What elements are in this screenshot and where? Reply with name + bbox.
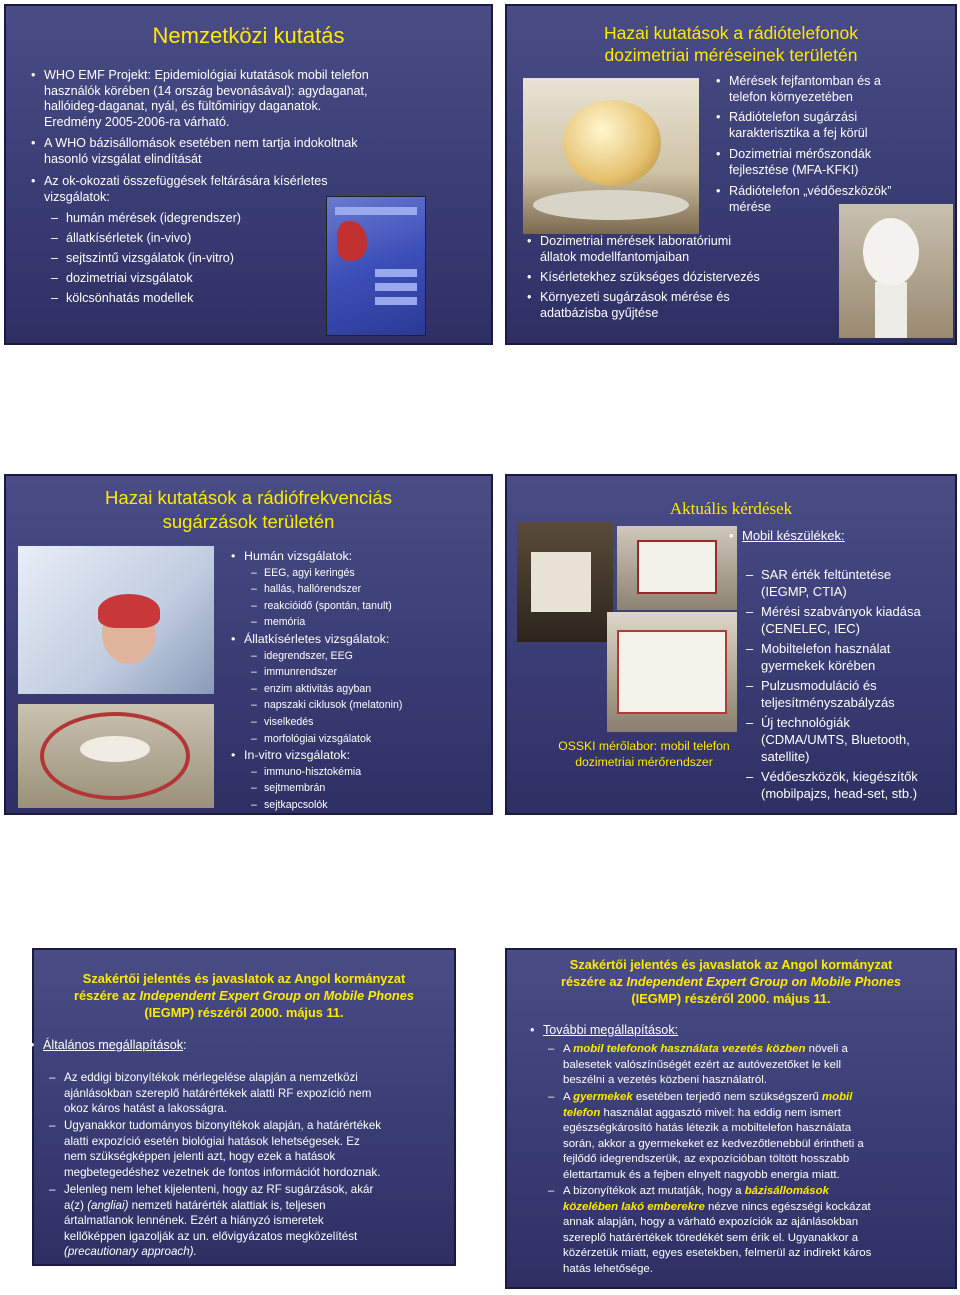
list-sub-item: – napszaki ciklusok (melatonin)	[251, 699, 403, 712]
bullet-altalanos-megallapitasok: • Általános megállapítások:	[30, 1038, 187, 1052]
lab-caption: OSSKI mérőlabor: mobil telefon dozimetriai mérőrendszer	[558, 739, 730, 769]
slide-iegmp-altalanos	[32, 948, 456, 1266]
list-sub-item: – sejtmembrán	[251, 782, 326, 795]
sub-sar: – SAR érték feltüntetése (IEGMP, CTIA)	[746, 567, 892, 599]
bullet-fejfantom: • Mérések fejfantomban és a telefon környezetében	[716, 74, 881, 104]
bullet-ok-okozati: • Az ok-okozati összefüggések feltárására kísérletes vizsgálatok:	[31, 174, 328, 204]
sub-a3: – A bizonyítékok azt mutatják, hogy a bázisállomások közelében lakó emberekre nézve nincs egészségi kockázat annak alapján, hogy a várható expozíciók az ajánlásokban szereplő határértékek töredékét sem érik el. Ugyanakkor a közérzetük miatt, egyes esetekben, felmerül az indirekt káros hatás lehetősége.	[548, 1185, 872, 1275]
slide-radiofrekvencias-kutatasok	[4, 474, 493, 815]
list-sub-item: – hallás, hallórendszer	[251, 583, 362, 596]
list-sub-item: – morfológiai vizsgálatok	[251, 732, 372, 745]
slide-dozimetriai-meresek	[505, 4, 957, 345]
sub-p3: – Jelenleg nem lehet kijelenteni, hogy az RF sugárzások, akár a(z) (angliai) nemzeti határérték alattiak is, teljesen ártalmatlanok lennének. Ezért a hiányzó ismeretek kellőképpen igazolják az un. elővigyázatos megközelítést (precautionary approach).	[49, 1183, 374, 1258]
slide-title: Aktuális kérdések	[669, 499, 793, 518]
slide-title: Hazai kutatások a rádiófrekvenciás sugárzások területén	[105, 487, 392, 532]
list-sub-item: – immunrendszer	[251, 666, 338, 679]
sub-pulzusmodulacio: – Pulzusmoduláció és teljesítményszabályzás	[746, 678, 895, 710]
bullet-laboratoriumi-allatok: • Dozimetriai mérések laboratóriumi állatok modellfantomjaiban	[527, 234, 732, 264]
lab-photo-1	[517, 522, 613, 642]
list-sub-item: – immuno-hisztokémia	[251, 765, 362, 778]
bullet-dot-icon: •	[31, 174, 36, 188]
bullet-dot-icon: •	[31, 68, 36, 82]
bullet-sugarzasi-karakterisztika: • Rádiótelefon sugárzási karakterisztika a fej körül	[716, 110, 868, 140]
bullet-merszondak: • Dozimetriai mérőszondák fejlesztése (MFA-KFKI)	[716, 147, 872, 177]
head-phantom-image	[523, 78, 699, 234]
slide-title: Szakértői jelentés és javaslatok az Angol kormányzat részére az Independent Expert Group on Mobile Phones (IEGMP) részéről 2000. május 11.	[74, 971, 414, 1020]
sub-item: – kölcsönhatás modellek	[51, 291, 194, 305]
sub-gyermekek: – Mobiltelefon használat gyermekek körében	[746, 641, 891, 673]
list-bullet: • Humán vizsgálatok:	[231, 549, 353, 563]
animal-experiment-image	[18, 704, 214, 808]
mannequin-measurement-image	[839, 204, 953, 338]
list-bullet: • In-vitro vizsgálatok:	[231, 748, 351, 763]
list-sub-item: – idegrendszer, EEG	[251, 649, 353, 662]
sub-p2: – Ugyanakkor tudományos bizonyítékok alapján, a határértékek alatti expozíció esetén biológiai hatások lehetségesek. Ez nem szükségképpen jelenti azt, hogy ezek a hatások megbetegedéshez vezetnek de fontos információt hordoznak.	[49, 1119, 382, 1179]
slide-title: Szakértői jelentés és javaslatok az Angol kormányzat részére az Independent Expert Group on Mobile Phones (IEGMP) részéről 2000. május 11.	[561, 957, 901, 1006]
sub-a2: – A gyermekek esetében terjedő nem szükségszerű mobil telefon használat aggasztó mivel: ha eddig nem ismert egészségkárosító hatás létezik a mobiltelefon használata során, akkor a gyermekeket ez kedvezőtlenebbül érintheti a fejlődő idegrendszerük, az expozícióban töltött hosszabb élettartamuk és a fejben elnyelt nagyobb energia miatt.	[548, 1091, 864, 1181]
bullet-who-bazis: • A WHO bázisállomások esetében nem tartja indokoltnak hasonló vizsgálat elindítását	[31, 136, 358, 166]
bullet-tovabbi-megallapitasok: • További megállapítások:	[530, 1023, 679, 1037]
bullet-mobil-keszulekek: • Mobil készülékek:	[729, 528, 845, 543]
list-sub-item: – memória	[251, 616, 306, 629]
sub-p1: – Az eddigi bizonyítékok mérlegelése alapján a nemzetközi ajánlásokban szereplő határértékek alatti RF expozíció nem okoz káros hatást a lakosságra.	[49, 1071, 372, 1115]
slide-title: Nemzetközi kutatás	[152, 23, 345, 48]
bullet-dozistervezes: • Kísérletekhez szükséges dózistervezés	[527, 270, 760, 284]
sub-szabvanyok: – Mérési szabványok kiadása (CENELEC, IEC)	[746, 604, 921, 636]
sub-item: – sejtszintű vizsgálatok (in-vitro)	[51, 251, 234, 265]
sub-item: – humán mérések (idegrendszer)	[51, 211, 241, 225]
slide-nemzetkozi-kutatas	[4, 4, 493, 345]
bullet-dot-icon: •	[31, 136, 36, 150]
bullet-vedoeszkozok: • Rádiótelefon „védőeszközök” mérése	[716, 184, 892, 214]
who-book-cover-image	[326, 196, 426, 336]
slide-iegmp-tovabbi	[505, 948, 957, 1289]
sub-item: – állatkísérletek (in-vivo)	[51, 231, 192, 245]
list-sub-item: – enzim aktivitás agyban	[251, 682, 372, 695]
list-sub-item: – reakcióidő (spontán, tanult)	[251, 599, 392, 612]
lab-photo-2	[617, 526, 737, 610]
sub-item: – dozimetriai vizsgálatok	[51, 271, 193, 285]
list-bullet: • Állatkísérletes vizsgálatok:	[231, 632, 390, 646]
list-sub-item: – viselkedés	[251, 716, 314, 728]
slide-title: Hazai kutatások a rádiótelefonok dozimetriai méréseinek területén	[604, 23, 858, 65]
sub-a1: – A mobil telefonok használata vezetés közben növeli a balesetek valószínűségét ezért az autóvezetőket le kell beszélni a vezetés közbeni használatról.	[548, 1043, 848, 1086]
bullet-kornyezeti-sugarzas: • Környezeti sugárzások mérése és adatbázisba gyűjtése	[527, 290, 730, 320]
slide-aktualis-kerdesek	[505, 474, 957, 815]
eeg-patient-image	[18, 546, 214, 694]
sub-vedoeszkozok: – Védőeszközök, kiegészítők (mobilpajzs, head-set, stb.)	[746, 769, 918, 801]
lab-photo-3	[607, 612, 737, 732]
list-sub-item: – sejtkapcsolók	[251, 799, 328, 811]
sub-uj-technologiak: – Új technológiák (CDMA/UMTS, Bluetooth, satellite)	[746, 715, 910, 764]
bullet-who-emf: • WHO EMF Projekt: Epidemiológiai kutatások mobil telefon használók körében (14 ország bevonásával): agydaganat, hallóideg-daganat, nyál, és fültőmirigy daganatok. Eredmény 2005-2006-ra várható.	[31, 68, 369, 129]
list-sub-item: – EEG, agyi keringés	[251, 566, 355, 579]
